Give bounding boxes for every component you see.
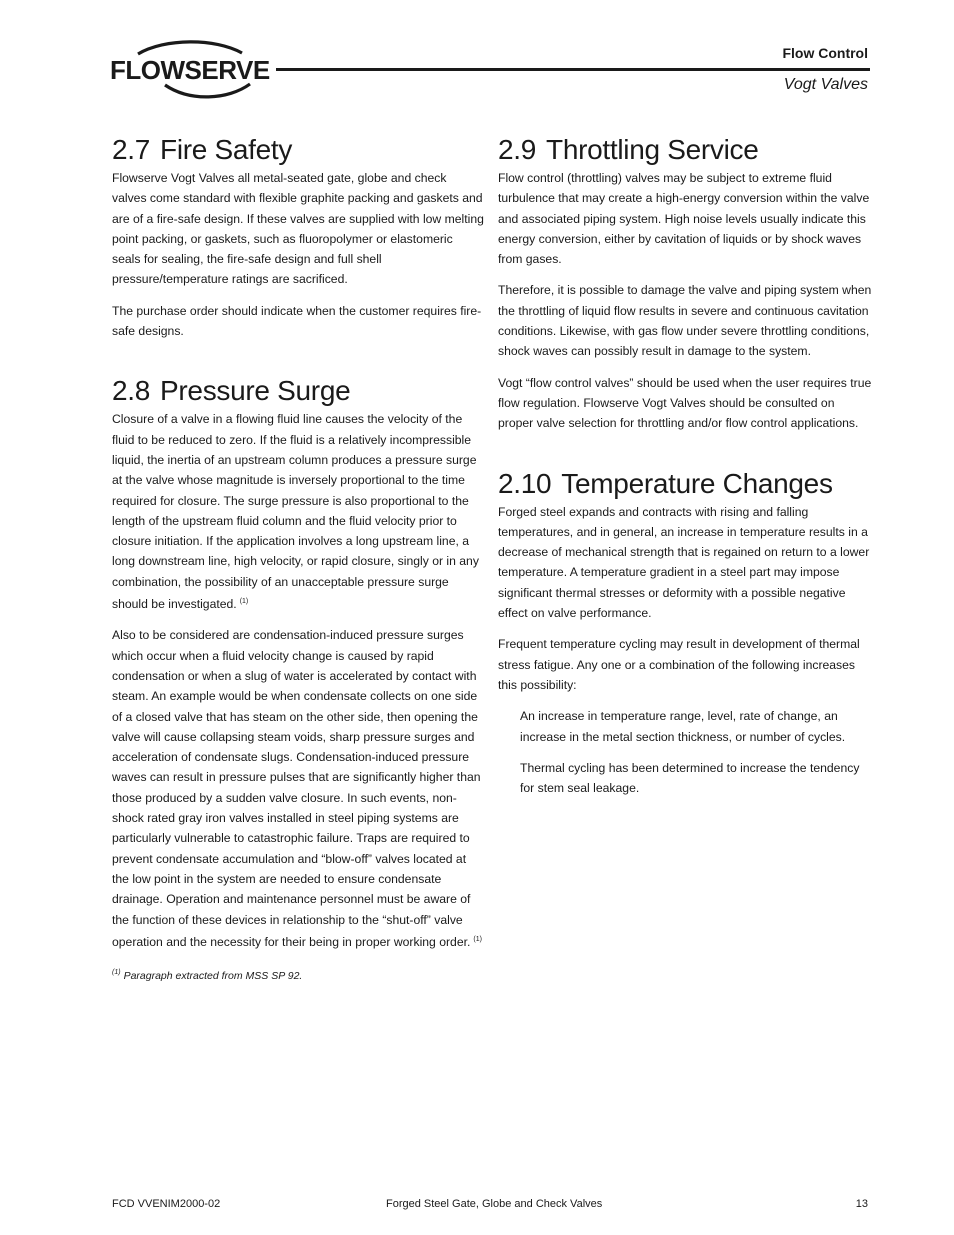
section-heading: [498, 466, 872, 502]
indented-item: An increase in temperature range, level, rate of change, an increase in the metal section thickness, or number of cycles.: [520, 709, 846, 744]
indented-item: Thermal cycling has been determined to increase the tendency for stem seal leakage.: [520, 760, 860, 796]
footnote: [112, 963, 484, 986]
section-heading: [112, 373, 484, 409]
section-pressure-surge: [112, 373, 484, 986]
section-number: 2.7: [112, 134, 151, 165]
header-rule: [276, 68, 870, 71]
section-title: Temperature Changes: [561, 467, 833, 499]
right-column: [498, 132, 872, 830]
footer-title: Forged Steel Gate, Globe and Check Valves: [386, 1198, 603, 1210]
paragraph: Flowserve Vogt Valves all metal-seated gate, globe and check valves come standard with flexible graphite packing and gaskets and are of a fire-safe design. If these valves are supplied with low melting point packing, or gaskets, such as fluoropolymer or elastomeric seals for sealing, the fire-safe design and full shell pressure/temperature ratings are sacrificed.: [112, 171, 484, 287]
section-temperature-changes: [498, 466, 872, 799]
section-heading: [498, 132, 872, 168]
paragraph: Vogt “flow control valves” should be used when the user requires true flow regulation. Flowserve Vogt Valves should be consulted on proper valve selection for throttling and/or flow control applications.: [498, 375, 872, 431]
section-number: 2.8: [112, 375, 151, 407]
svg-text:FLOWSERVE: FLOWSERVE: [110, 55, 270, 85]
section-heading: [112, 132, 484, 168]
paragraph-text: Closure of a valve in a flowing fluid line causes the velocity of the fluid to be reduced to zero. If the fluid is a relatively incompressible liquid, the inertia of an upstream column produces a pressure surge at the valve whose magnitude is inversely proportional to the time required for closure. The surge pressure is also proportional to the length of the upstream fluid column and the fluid velocity prior to closure initiation. If the application involves a long upstream line, a long downstream line, high velocity, or rapid closure, singly or in any combination, the possibility of an unacceptable pressure surge should be investigated.: [112, 412, 479, 612]
paragraph: The purchase order should indicate when the customer requires fire-safe designs.: [112, 303, 482, 339]
section-throttling-service: [498, 132, 872, 434]
footnote-text: Paragraph extracted from MSS SP 92.: [123, 970, 303, 983]
paragraph: [112, 625, 484, 952]
section-fire-safety: [112, 132, 484, 341]
section-title: Throttling Service: [546, 134, 759, 165]
header-subtitle: Vogt Valves: [783, 76, 868, 93]
paragraph: Forged steel expands and contracts with rising and falling temperatures, and in general, an increase in temperature results in a decrease of mechanical strength that is regained on return to a lower temperature. A temperature gradient in a steel part may impose significant thermal stresses or deformity with a possible negative effect on valve performance.: [498, 504, 870, 621]
section-number: 2.9: [498, 134, 537, 165]
left-column: [112, 132, 484, 1018]
footnote-mark: (1): [112, 969, 121, 977]
section-title: Fire Safety: [160, 134, 293, 165]
paragraph: [112, 409, 484, 614]
flowserve-logo: [110, 40, 270, 102]
section-number: 2.10: [498, 467, 552, 499]
page-number: 13: [855, 1198, 868, 1210]
footnote-reference: (1): [473, 935, 482, 943]
paragraph: Frequent temperature cycling may result in development of thermal stress fatigue. Any one or a combination of the following increases this possibility:: [498, 637, 860, 692]
flowserve-logo-graphic: [110, 40, 270, 102]
footnote-reference: (1): [239, 598, 249, 606]
section-title: Pressure Surge: [160, 375, 351, 407]
paragraph: Therefore, it is possible to damage the valve and piping system when the throttling of liquid flow results in severe and continuous cavitation conditions. Likewise, with gas flow under severe throttling conditions, shock waves can possibly result in damage to the system.: [498, 283, 872, 359]
paragraph: Flow control (throttling) valves may be subject to extreme fluid turbulence that may create a high-energy conversion within the valve and associated piping system. High noise levels usually indicate this energy conversion, either by cavitation of liquids or by shock waves from gases.: [498, 171, 870, 267]
footer-doc-id: FCD VVENIM2000-02: [112, 1198, 221, 1210]
header-brand: Flow Control: [782, 45, 868, 61]
paragraph-text: Also to be considered are condensation-induced pressure surges which occur when a fluid velocity change is caused by rapid condensation or when a slug of water is accelerated by contact with steam. An example would be when condensate collects on one side of a closed valve that has steam on the other side, then opening the valve will cause collapsing steam voids, sharp pressure surges and acceleration of condensate slugs. Condensation-induced pressure waves can result in pressure pulses that are significantly higher than those produced by a sudden valve closure. In such events, non-shock rated gray iron valves installed in steel piping systems are particularly vulnerable to catastrophic failure. Traps are required to prevent condensate accumulation and “blow-off” valves located at the low point in the system are needed to ensure condensate drainage. Operation and maintenance personnel must be aware of the function of these devices in relationship to the “shut-off” valve operation and the necessity for their being in proper working order.: [112, 628, 481, 949]
